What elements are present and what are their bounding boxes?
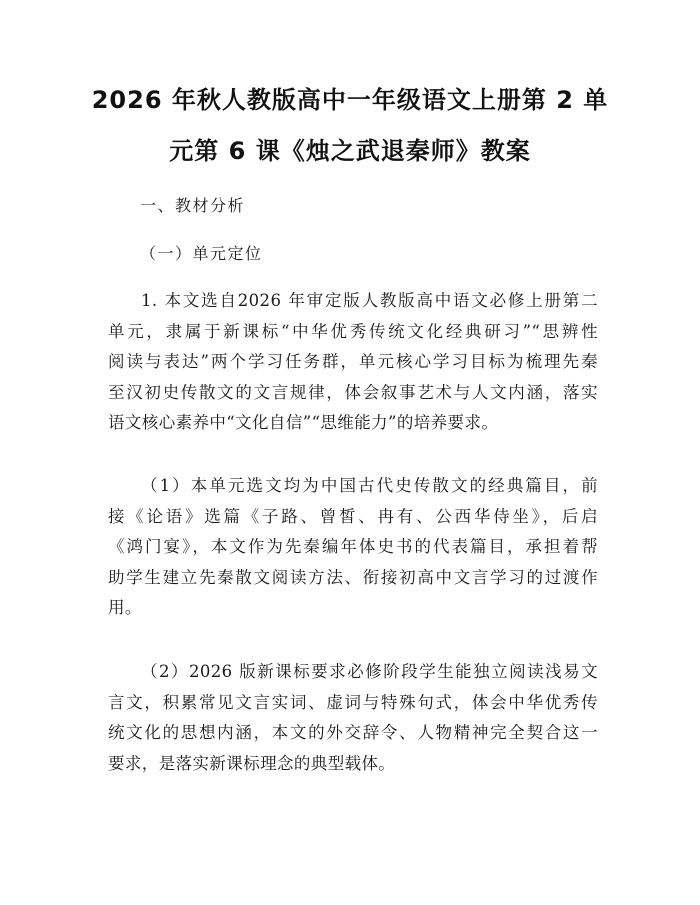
section-heading: 一、教材分析 [140,196,246,215]
paragraph-line: 言文，积累常见文言实词、虚词与特殊句式，体会中华优秀传 [108,692,598,712]
paragraph-2 [108,471,598,624]
paragraph-line: 1. 本文选自2026 年审定版人教版高中语文必修上册第二 [141,291,598,310]
paragraph-line: 用。 [108,598,142,617]
paragraph-line: 要求，是落实新课标理念的典型载体。 [108,753,396,773]
paragraph-line: （2）2026 版新课标要求必修阶段学生能独立阅读浅易文 [141,662,598,681]
document-title-line-1: 2026 年秋人教版高中一年级语文上册第 2 单 [91,86,609,114]
paragraph-3 [108,657,598,779]
paragraph-line: 至汉初史传散文的文言规律，体会叙事艺术与人文内涵，落实 [108,382,598,402]
paragraph-line: 助学生建立先秦散文阅读方法、衔接初高中文言学习的过渡作 [108,567,598,587]
paragraph-line: 语文核心素养中“文化自信”“思维能力”的培养要求。 [108,413,499,432]
paragraph-line: 《鸿门宴》，本文作为先秦编年体史书的代表篇目，承担着帮 [108,537,598,556]
document-title-line-2: 元第 6 课《烛之武退秦师》教案 [169,137,531,165]
paragraph-line: 单元，隶属于新课标“中华优秀传统文化经典研习”“思辨性 [108,321,598,341]
paragraph-line: 接《论语》选篇《子路、曾皙、冉有、公西华侍坐》，后启 [108,506,598,526]
paragraph-1 [108,286,598,439]
paragraph-line: （1）本单元选文均为中国古代史传散文的经典篇目，前 [141,476,598,495]
paragraph-line: 阅读与表达”两个学习任务群，单元核心学习目标为梳理先秦 [108,352,598,371]
paragraph-line: 统文化的思想内涵，本文的外交辞令、人物精神完全契合这一 [108,723,598,742]
subsection-heading: （一）单元定位 [140,244,263,263]
